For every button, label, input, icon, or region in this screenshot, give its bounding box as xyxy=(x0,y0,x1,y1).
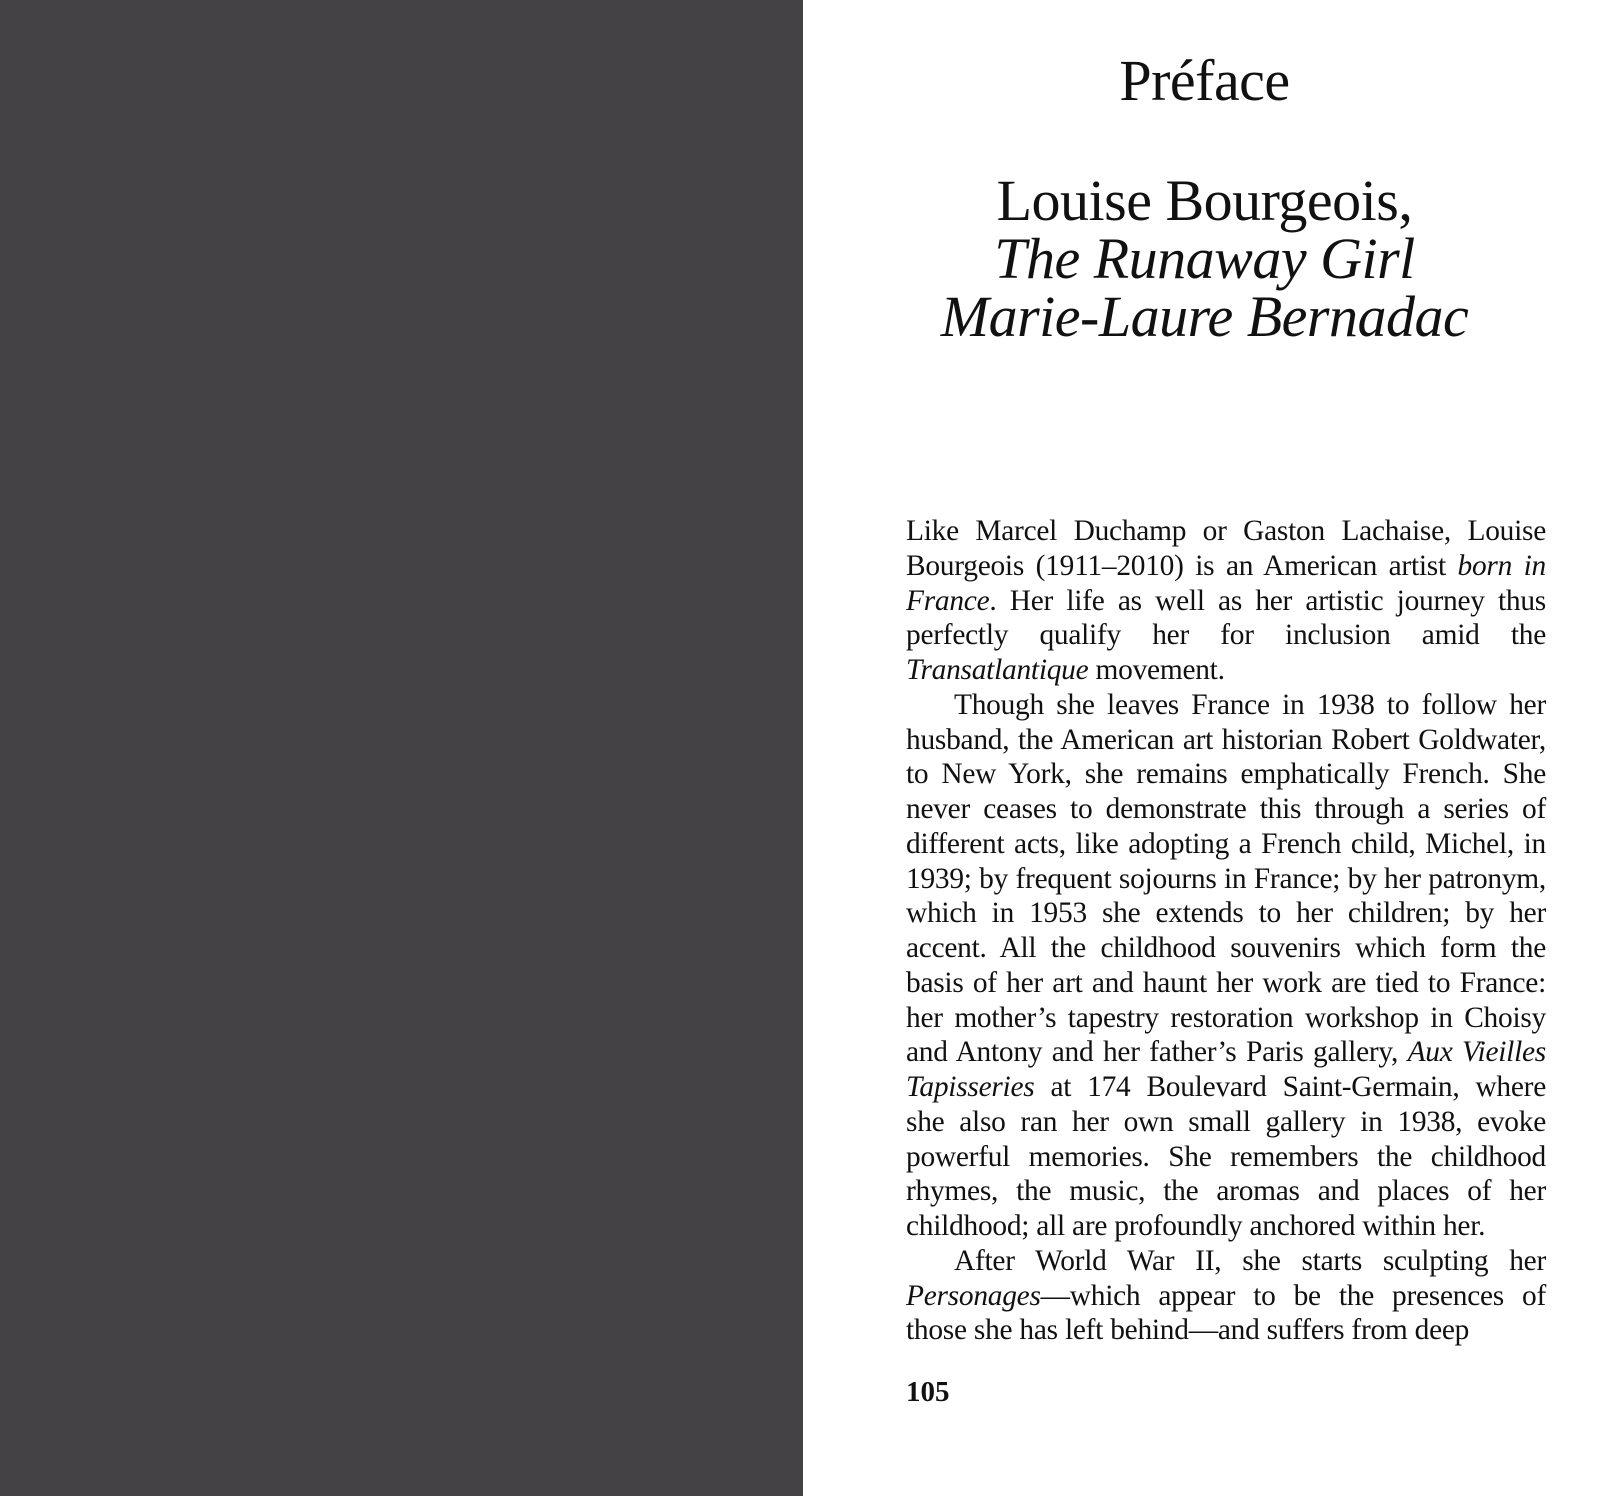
paragraph-1 xyxy=(906,514,1546,688)
text-run: —which appear to be the presences of those she has left behind—and suffers from deep xyxy=(906,1279,1546,1347)
chapter-title: Louise Bourgeois, xyxy=(996,168,1413,233)
paragraph-3 xyxy=(906,1244,1546,1348)
body-text xyxy=(906,514,1546,1348)
italic-run: born in France xyxy=(906,549,1547,617)
chapter-title-block xyxy=(803,168,1606,349)
text-run: movement. xyxy=(1088,654,1225,686)
paragraph-2 xyxy=(906,688,1546,1244)
italic-run: Transatlantique xyxy=(906,654,1089,686)
chapter-author: Marie-Laure Bernadac xyxy=(940,284,1469,349)
chapter-subtitle: The Runaway Girl xyxy=(994,226,1415,291)
text-run: After World War II, she starts sculpting her xyxy=(954,1244,1546,1277)
book-page xyxy=(803,0,1606,1496)
text-run: . Her life as well as her artistic journey thus perfectly qualify her for inclusion amid the xyxy=(906,584,1546,652)
italic-run: Aux Vieilles Tapisseries xyxy=(906,1036,1546,1103)
section-heading: Préface xyxy=(1119,48,1290,113)
italic-run: Personages xyxy=(906,1279,1041,1312)
text-run: Though she leaves France in 1938 to follow her husband, the American art historian Robert Goldwater, to New York, she remains emphatically French. She never ceases to demonstrate this through a series of different acts, like adopting a French child, Michel, in 1939; by frequent sojourns in France; by her patronym, which in 1953 she extends to her children; by her accent. All the childhood souvenirs which form the basis of her art and haunt her work are tied to France: her mother’s tapestry restoration workshop in Choisy and Antony and her father’s Paris gallery, xyxy=(906,688,1546,1069)
text-run: at 174 Boulevard Saint-Germain, where she also ran her own small gallery in 1938, evoke powerful memories. She remembers the childhood rhymes, the music, the aromas and places of her childhood; all are profoundly anchored within her. xyxy=(906,1071,1546,1242)
page-number: 105 xyxy=(906,1376,950,1408)
text-run: Like Marcel Duchamp or Gaston Lachaise, Louise Bourgeois (1911–2010) is an American artist xyxy=(906,515,1546,582)
